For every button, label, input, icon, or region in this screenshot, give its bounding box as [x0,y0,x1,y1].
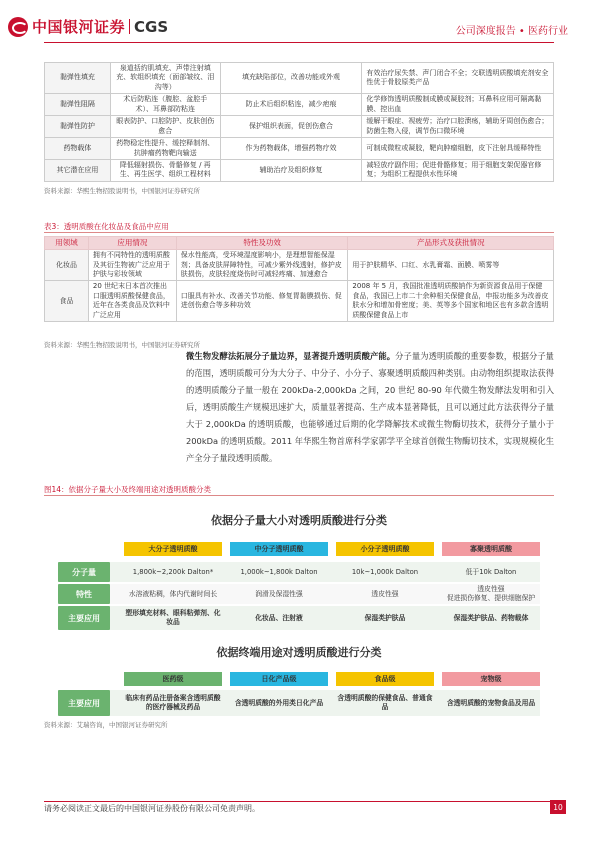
header-food-grade: 食品级 [336,672,434,686]
figure-cell: 保湿类护肤品 [364,613,406,622]
figure-cell: 10k~1,000k Dalton [351,567,419,576]
header-pharma-grade: 医药级 [124,672,222,686]
header-divider [44,42,554,43]
figure-cell: 1,000k~1,800k Dalton [240,567,318,576]
table-row [45,63,554,94]
row-category: 黏弹性阻隔 [45,94,111,116]
table-row [45,116,554,138]
table-cell: 防止术后组织粘连，减少疤痕 [220,94,362,116]
header-oligo-ha: 寡聚透明质酸 [442,542,540,556]
cosmetics-food-table [44,236,554,322]
table-cell: 泉道括約肌填充、声带注射填充、软组织填充（面部皱纹、泪沟等） [110,63,220,94]
table-cell: 作为药物载体，增强药物疗效 [220,138,362,160]
brand-name-en: CGS [134,17,169,36]
galaxy-logo-icon [8,17,28,37]
header-pet-grade: 宠物级 [442,672,540,686]
figure-cell: 化妆品、注射液 [255,613,303,622]
figure-cell: 临床有药品注册备案含透明质酸的医疗器械及药品 [125,694,221,711]
figure-title-enduse: 依据终端用途对透明质酸进行分类 [216,646,382,659]
footer-disclaimer: 请务必阅读正文最后的中国银河证券股份有限公司免责声明。 [44,804,260,813]
table2-header: 产品形式及获批情况 [348,237,554,250]
table-cell: 术后防粘连（腹腔、盆腔手术）、耳鼻部防粘连 [110,94,220,116]
row-category: 黏弹性填充 [45,63,111,94]
figure-cell: 1,800k~2,200k Dalton* [132,567,214,576]
table-cell: 用于护肤精华、口红、水乳膏霜、面膜、喷雾等 [348,250,554,281]
body-paragraph [186,348,554,467]
paragraph-text: 分子量为透明质酸的重要参数，根据分子量的范围，透明质酸可分为大分子、中分子、小分子、寡聚透明质酸四种类别。由动物组织提取法获得的透明质酸分子量一般在 200kDa-2,000kDa 之间，20 世纪 80-90 年代微生物发酵法发明和引入后，透明质酸生产规模迅速扩大，质量显著提高、生产成本显著降低，且可以通过此方法获得分子量大于 2,000kDa 的透明质酸，也能够通过后期的化学降解技术或微生物酶切技术，获得分子量小于 200kDa 的透明质酸。2011 年华熙生物首席科学家郭学平全球首创微生物酶切技术，实现规模化生产全分子量段透明质酸。 [186,351,554,463]
header-small-ha: 小分子透明质酸 [336,542,434,556]
paragraph-lead: 微生物发酵法拓展分子量边界，显著提升透明质酸产能。 [186,351,396,361]
table-cell: 缓解干眼症、视疲劳；治疗口腔溃疡，辅助牙周创伤愈合；防菌生物入侵，调节伤口微环境 [362,116,554,138]
figure-cell: 透皮性强 促进损伤修复、提供细胞保护 [446,585,536,602]
figure-cell: 透皮性强 [371,589,399,598]
footer-divider [44,801,554,802]
caption-divider [44,232,554,233]
table-cell: 有效治疗尿失禁、声门闭合不全；交联透明质酸填充剂安全性优于骨胶原类产品 [362,63,554,94]
table2-caption: 表3：透明质酸在化妆品及食品中应用 [44,222,169,231]
brand-divider [129,19,130,34]
header-large-ha: 大分子透明质酸 [124,542,222,556]
table-cell: 辅助治疗及组织修复 [220,159,362,181]
figure-caption: 图14：依据分子量大小及终端用途对透明质酸分类 [44,485,212,494]
table-cell: 药物稳定性提升、缓控释制剂、抗肿瘤药物靶向输送 [110,138,220,160]
report-type: 公司深度报告 • 医药行业 [455,26,568,37]
table-cell: 拥有不同特性的透明质酸及其衍生物被广泛应用于护肤与彩妆领域 [88,250,176,281]
figure-cell: 保湿类护肤品、药物载体 [453,613,529,622]
row-category: 食品 [45,281,89,322]
table2-header: 应用情况 [88,237,176,250]
table2-source: 资料来源：华熙生物招股说明书，中国银河证券研究所 [44,341,200,349]
header-medium-ha: 中分子透明质酸 [230,542,328,556]
table-row [45,159,554,181]
table-cell: 眼表防护、口腔防护、皮肤创伤愈合 [110,116,220,138]
figure-cell: 含透明质酸的宠物食品及用品 [446,698,536,707]
brand-name-cn: 中国银河证券 [32,18,126,36]
row-category: 化妆品 [45,250,89,281]
table-cell: 2008 年 5 月，我国批准透明质酸钠作为新资源食品用于保健食品，我国已上市二十余种相关保健食品，申报功能多为改善皮肤水分和增加骨密度；美、英等多个国家和地区也有多款含透明质酸保健食品上市 [348,281,554,322]
table-cell: 可制成微粒或凝胶，靶向肿瘤细胞，皮下注射具缓释特性 [362,138,554,160]
figure-cell: 低于10k Dalton [465,567,517,576]
figure-cell: 含透明质酸的外用类日化产品 [234,698,324,707]
table-row [45,94,554,116]
table-cell: 保水性能高，受环境湿度影响小，是理想智能保湿剂；具备皮肤屏障特性，可减少紫外线透射，修护皮肤损伤，皮肤轻度烧伤时可减轻疼痛、加速愈合 [176,250,348,281]
table-cell: 降低辐射损伤、骨骼修复 / 再生、再生医学、组织工程材料 [110,159,220,181]
table-row [45,138,554,160]
brand-logo [8,16,168,37]
row-category: 药物载体 [45,138,111,160]
table-cell: 填充缺陷部位，改善功能或外观 [220,63,362,94]
row-category: 其它潜在应用 [45,159,111,181]
classification-figure [44,494,554,716]
table2-header: 用领域 [45,237,89,250]
row-label-mw: 分子量 [58,562,110,582]
header-cosmetic-grade: 日化产品级 [230,672,328,686]
table-cell: 减轻放疗副作用；促进骨骼修复；用于细胞支架促器官修复；为组织工程提供水性环境 [362,159,554,181]
table-cell: 化学修饰透明质酸制成膜或凝胶剂；耳鼻科应用可隔离黏膜、控出血 [362,94,554,116]
table-row [45,281,554,322]
table-cell: 保护组织表面，促创伤愈合 [220,116,362,138]
table-cell: 口服具有补水、改善关节功能、修复胃黏膜损伤、促进创伤愈合等多种功效 [176,281,348,322]
row-label-property: 特性 [58,584,110,604]
row-category: 黏弹性防护 [45,116,111,138]
table1-source: 资料来源：华熙生物招股说明书，中国银河证券研究所 [44,187,200,195]
figure-cell: 塑形填充材料、眼科粘弹剂、化妆品 [125,609,221,626]
row-label-application: 主要应用 [58,606,110,630]
application-table [44,62,554,182]
figure-cell: 润滑及保湿性强 [255,589,303,598]
table-cell: 20 世纪末日本首次推出口服透明质酸保健食品，近年在各类食品及饮料中广泛应用 [88,281,176,322]
figure-source: 资料来源：艾瑞咨询，中国银河证券研究所 [44,721,168,729]
figure-cell: 含透明质酸的保健食品、普通食品 [337,694,433,711]
figure-title-molecular: 依据分子量大小对透明质酸进行分类 [211,514,387,527]
figure-cell: 水溶液粘稠，体内代谢时间长 [128,589,218,598]
page-header [0,0,596,44]
page-number: 10 [550,800,566,814]
row-label-application: 主要应用 [58,690,110,716]
table-row [45,250,554,281]
table2-header: 特性及功效 [176,237,348,250]
